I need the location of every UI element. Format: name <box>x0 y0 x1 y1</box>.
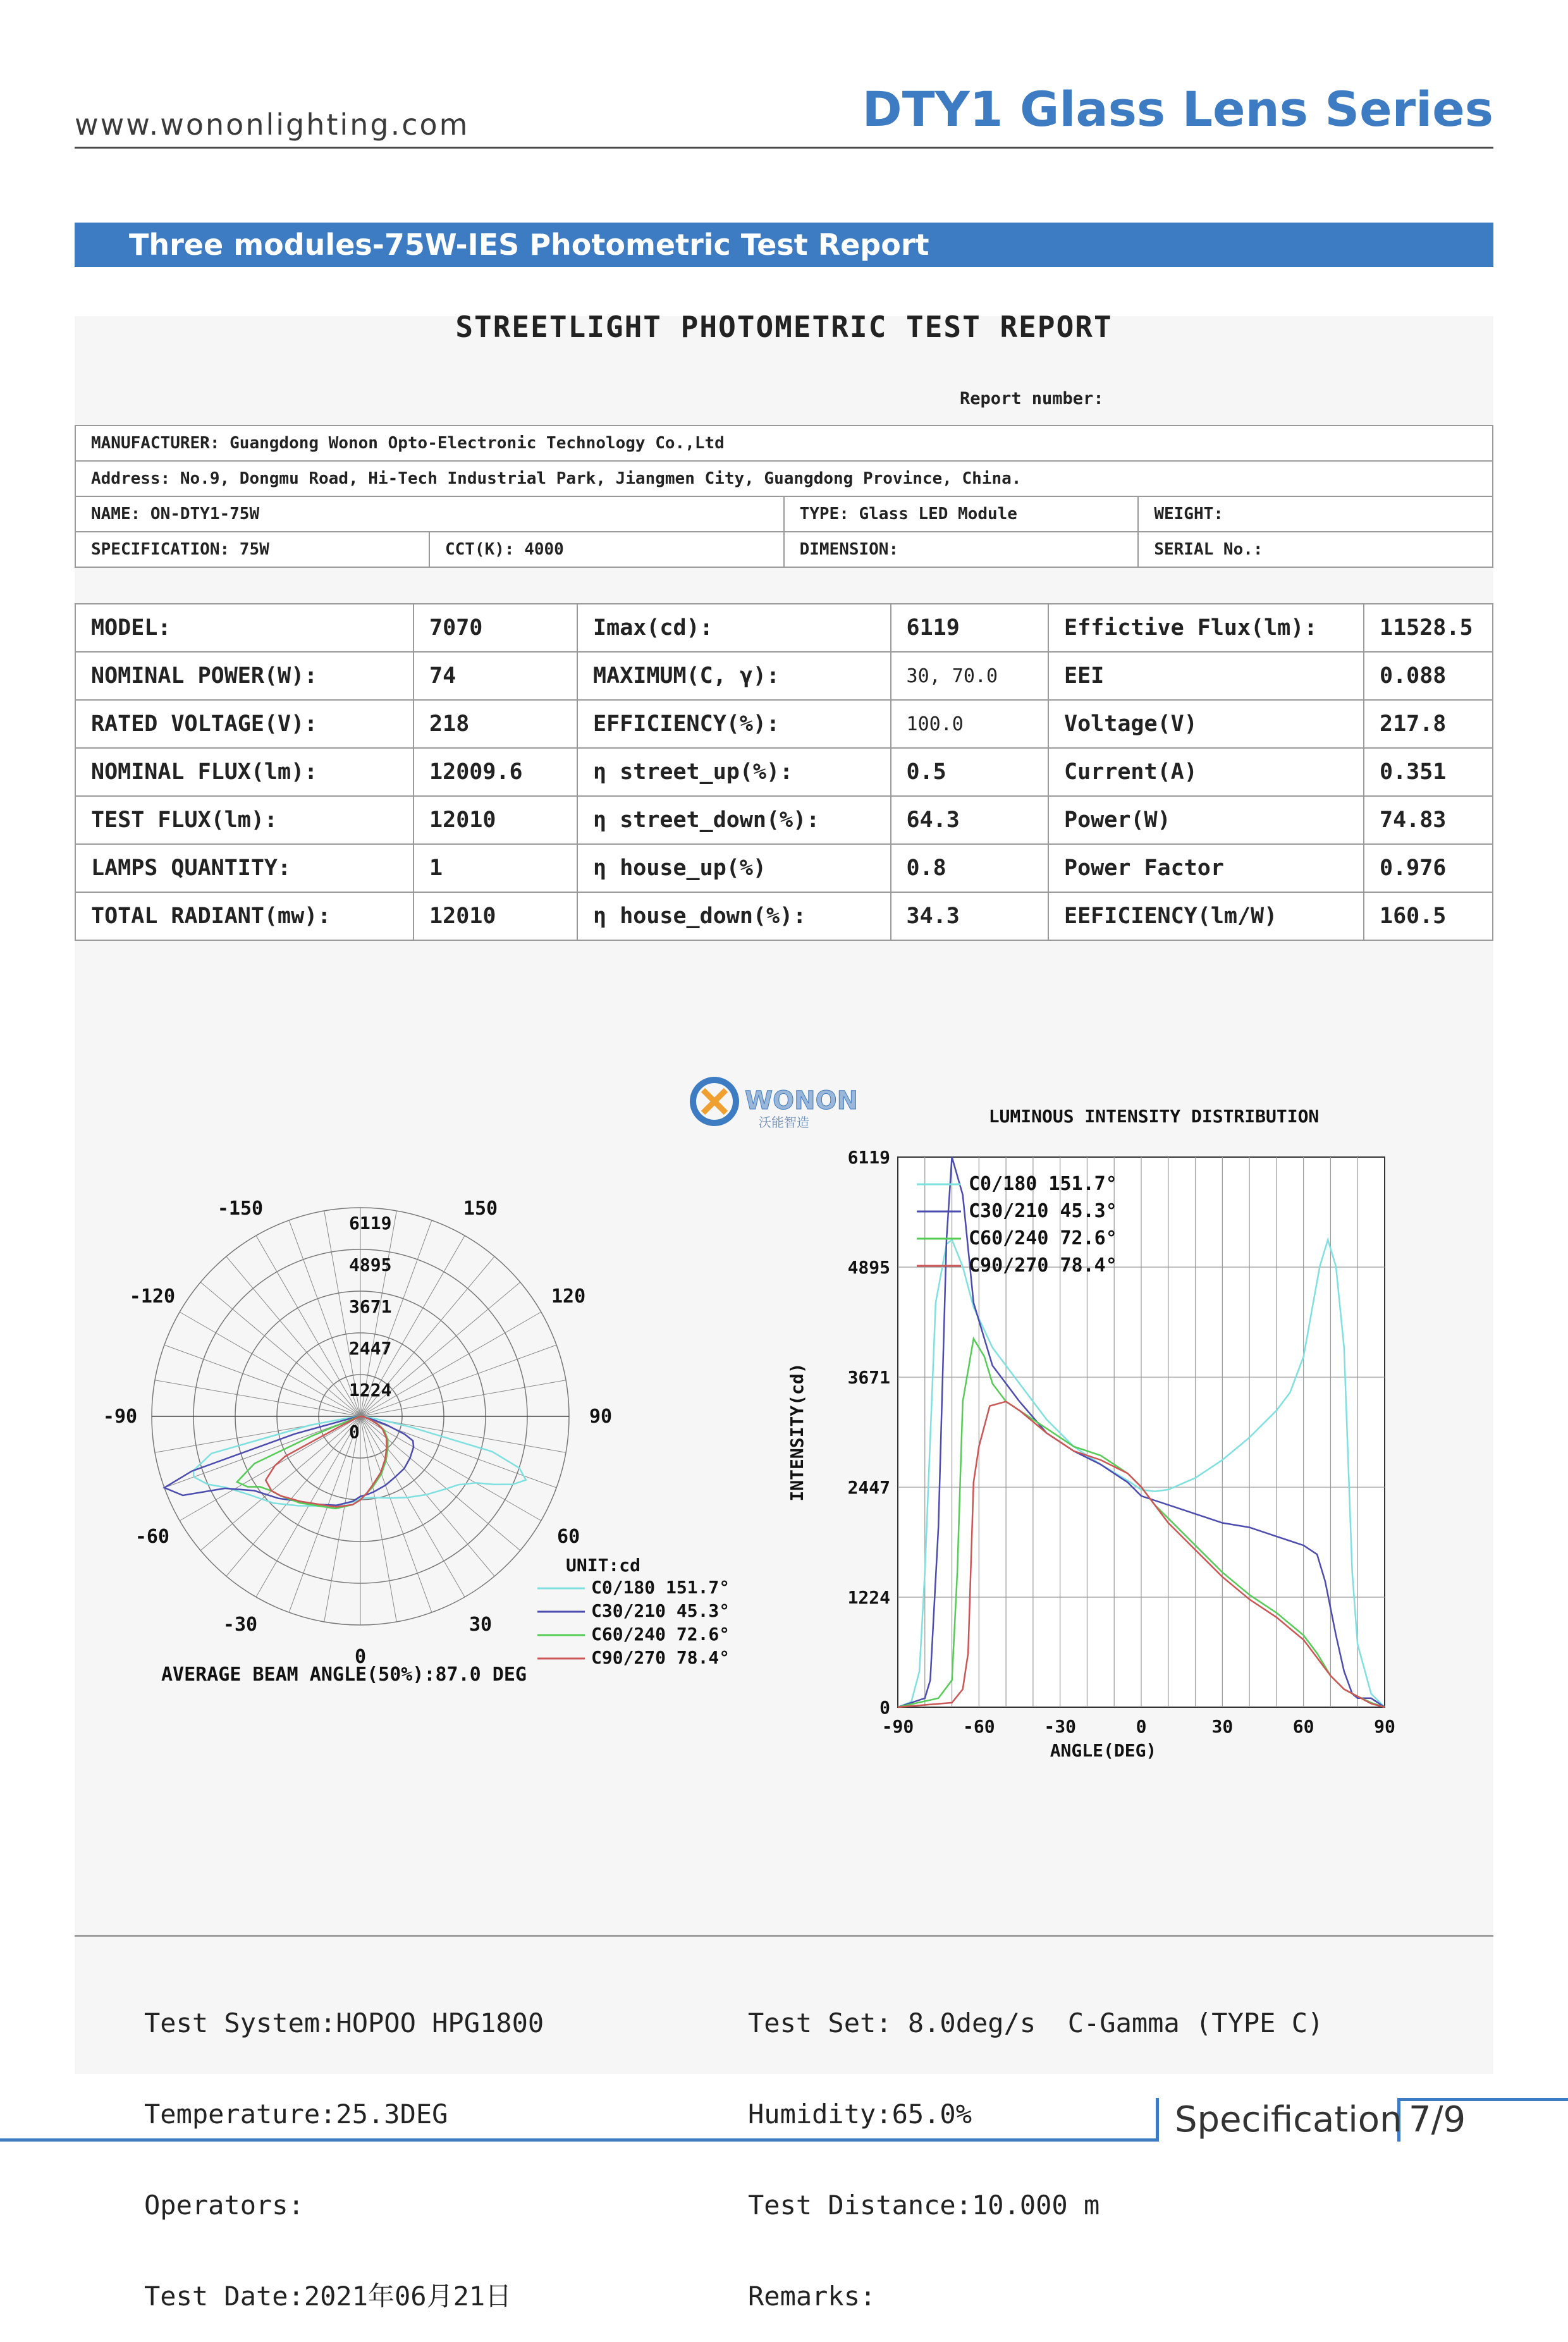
spec-label: TEST FLUX(lm): <box>75 796 413 844</box>
polar-chart <box>89 1189 759 1707</box>
spec-value: 6119 <box>891 604 1049 652</box>
spec-label: η street_down(%): <box>577 796 890 844</box>
spec-value: 0.088 <box>1364 652 1493 700</box>
spec-label: Power(W) <box>1048 796 1364 844</box>
polar-angle-label: 90 <box>589 1406 613 1428</box>
spec-row <box>75 844 1493 892</box>
spec-value: 11528.5 <box>1364 604 1493 652</box>
logo-text: WONON <box>745 1086 859 1115</box>
spec-value: 34.3 <box>891 892 1049 940</box>
line-legend-label: C0/180 151.7° <box>969 1173 1117 1195</box>
spec-value: 12010 <box>413 892 577 940</box>
line-x-tick: 60 <box>1292 1716 1314 1737</box>
footer-right-block <box>748 1947 1323 2342</box>
polar-radial-tick: 3671 <box>349 1296 392 1317</box>
spec-label: LAMPS QUANTITY: <box>75 844 413 892</box>
polar-radial-tick: 4895 <box>349 1254 392 1275</box>
line-chart <box>759 1094 1479 1777</box>
spec-label: η street_up(%): <box>577 748 890 796</box>
temperature: Temperature:25.3DEG <box>144 2099 448 2130</box>
polar-angle-label: 120 <box>551 1285 586 1308</box>
spec-label: Current(A) <box>1048 748 1364 796</box>
line-y-tick: 2447 <box>847 1477 890 1499</box>
spec-label: Imax(cd): <box>577 604 890 652</box>
spec-value: 0.351 <box>1364 748 1493 796</box>
page-footer-label: Specification <box>1175 2099 1402 2140</box>
test-distance: Test Distance:10.000 m <box>748 2190 1100 2221</box>
address-cell: Address: No.9, Dongmu Road, Hi-Tech Industrial Park, Jiangmen City, Guangdong Province, China. <box>75 461 1493 496</box>
line-legend-label: C30/210 45.3° <box>969 1200 1117 1222</box>
spec-label: Power Factor <box>1048 844 1364 892</box>
polar-angle-label: 60 <box>557 1526 580 1548</box>
spec-value: 0.5 <box>891 748 1049 796</box>
line-x-tick: -30 <box>1044 1716 1076 1737</box>
line-y-tick: 0 <box>879 1697 890 1718</box>
line-x-label: ANGLE(DEG) <box>1050 1740 1157 1761</box>
spec-label: η house_up(%) <box>577 844 890 892</box>
polar-angle-label: -60 <box>135 1526 170 1548</box>
report-title: STREETLIGHT PHOTOMETRIC TEST REPORT <box>455 310 1113 344</box>
humidity: Humidity:65.0% <box>748 2099 972 2130</box>
spec-value: 30, 70.0 <box>891 652 1049 700</box>
spec-value: 100.0 <box>891 700 1049 748</box>
footer-divider <box>75 1935 1493 1937</box>
spec-row <box>75 748 1493 796</box>
polar-angle-label: -120 <box>129 1285 176 1308</box>
manufacturer-cell: MANUFACTURER: Guangdong Wonon Opto-Electronic Technology Co.,Ltd <box>75 426 1493 461</box>
spec-row <box>75 652 1493 700</box>
type-cell: TYPE: Glass LED Module <box>784 496 1139 532</box>
line-y-tick: 4895 <box>847 1257 890 1278</box>
polar-angle-label: -90 <box>102 1406 138 1428</box>
weight-cell: WEIGHT: <box>1138 496 1493 532</box>
section-title: Three modules-75W-IES Photometric Test Report <box>75 223 1493 267</box>
polar-radial-tick: 1224 <box>349 1380 392 1401</box>
line-x-tick: -60 <box>963 1716 995 1737</box>
spec-value: 64.3 <box>891 796 1049 844</box>
polar-spoke <box>360 1416 494 1576</box>
spec-label: Voltage(V) <box>1048 700 1364 748</box>
spec-label: NOMINAL POWER(W): <box>75 652 413 700</box>
line-legend-label: C90/270 78.4° <box>969 1254 1117 1277</box>
header-divider <box>75 147 1493 149</box>
spec-label: TOTAL RADIANT(mw): <box>75 892 413 940</box>
polar-legend-label: C60/240 72.6° <box>591 1624 730 1645</box>
spec-label: RATED VOLTAGE(V): <box>75 700 413 748</box>
polar-unit: UNIT:cd <box>566 1555 641 1576</box>
line-x-tick: 30 <box>1211 1716 1234 1737</box>
polar-legend-label: C90/270 78.4° <box>591 1647 730 1668</box>
spec-label: Effictive Flux(lm): <box>1048 604 1364 652</box>
spec-label: MODEL: <box>75 604 413 652</box>
spec-label: EEI <box>1048 652 1364 700</box>
spec-value: 160.5 <box>1364 892 1493 940</box>
logo-subtext: 沃能智造 <box>759 1115 809 1130</box>
polar-angle-label: 150 <box>463 1197 498 1220</box>
polar-caption: AVERAGE BEAM ANGLE(50%):87.0 DEG <box>161 1664 527 1686</box>
website-url: www.wononlighting.com <box>75 107 470 142</box>
serial-cell: SERIAL No.: <box>1138 532 1493 567</box>
spec-row <box>75 700 1493 748</box>
operators: Operators: <box>144 2190 304 2221</box>
line-y-tick: 6119 <box>847 1147 890 1168</box>
line-chart-title: LUMINOUS INTENSITY DISTRIBUTION <box>988 1106 1320 1127</box>
spec-value: 0.8 <box>891 844 1049 892</box>
polar-angle-label: 0 <box>354 1646 367 1668</box>
dimension-cell: DIMENSION: <box>784 532 1139 567</box>
spec-value: 7070 <box>413 604 577 652</box>
spec-row <box>75 796 1493 844</box>
polar-spoke <box>200 1282 360 1416</box>
series-title: DTY1 Glass Lens Series <box>862 81 1493 137</box>
line-y-tick: 1224 <box>847 1586 890 1608</box>
polar-spoke <box>226 1416 360 1576</box>
page-footer-divider <box>1156 2098 1159 2142</box>
polar-spoke <box>226 1256 360 1416</box>
polar-radial-tick: 0 <box>349 1421 360 1442</box>
footer-left-block <box>144 1947 544 2342</box>
polar-radial-tick: 2447 <box>349 1338 392 1359</box>
test-system: Test System:HOPOO HPG1800 <box>144 2008 544 2039</box>
spec-value: 217.8 <box>1364 700 1493 748</box>
spec-value: 12009.6 <box>413 748 577 796</box>
spec-value: 12010 <box>413 796 577 844</box>
spec-value: 1 <box>413 844 577 892</box>
spec-label: EEFICIENCY(lm/W) <box>1048 892 1364 940</box>
spec-table <box>75 603 1493 941</box>
specification-cell: SPECIFICATION: 75W <box>75 532 429 567</box>
polar-legend-label: C30/210 45.3° <box>591 1600 730 1621</box>
spec-label: MAXIMUM(C, γ): <box>577 652 890 700</box>
polar-legend-label: C0/180 151.7° <box>591 1577 730 1598</box>
page-number: 7/9 <box>1409 2099 1466 2140</box>
polar-angle-label: 30 <box>469 1614 493 1636</box>
spec-label: NOMINAL FLUX(lm): <box>75 748 413 796</box>
polar-angle-label: -150 <box>217 1197 264 1220</box>
name-cell: NAME: ON-DTY1-75W <box>75 496 784 532</box>
page-footer-line <box>0 2138 1157 2142</box>
spec-label: EFFICIENCY(%): <box>577 700 890 748</box>
spec-value: 218 <box>413 700 577 748</box>
test-set: Test Set: 8.0deg/s C-Gamma (TYPE C) <box>748 2008 1324 2039</box>
line-y-tick: 3671 <box>847 1367 890 1389</box>
logo-cross <box>703 1090 726 1113</box>
spec-row <box>75 604 1493 652</box>
spec-value: 74.83 <box>1364 796 1493 844</box>
spec-label: η house_down(%): <box>577 892 890 940</box>
polar-angle-label: -30 <box>223 1614 258 1636</box>
spec-value: 0.976 <box>1364 844 1493 892</box>
line-y-label: INTENSITY(cd) <box>787 1363 807 1502</box>
polar-radial-tick: 6119 <box>349 1213 392 1234</box>
test-date: Test Date:2021年06月21日 <box>144 2281 512 2312</box>
report-number-label: Report number: <box>960 389 1104 408</box>
line-x-tick: -90 <box>881 1716 914 1737</box>
line-x-tick: 90 <box>1374 1716 1395 1737</box>
polar-spoke <box>200 1416 360 1550</box>
spec-value: 74 <box>413 652 577 700</box>
spec-row <box>75 892 1493 940</box>
remarks: Remarks: <box>748 2281 876 2312</box>
info-table <box>75 425 1493 568</box>
cct-cell: CCT(K): 4000 <box>429 532 784 567</box>
line-legend-label: C60/240 72.6° <box>969 1227 1117 1249</box>
line-x-tick: 0 <box>1136 1716 1147 1737</box>
